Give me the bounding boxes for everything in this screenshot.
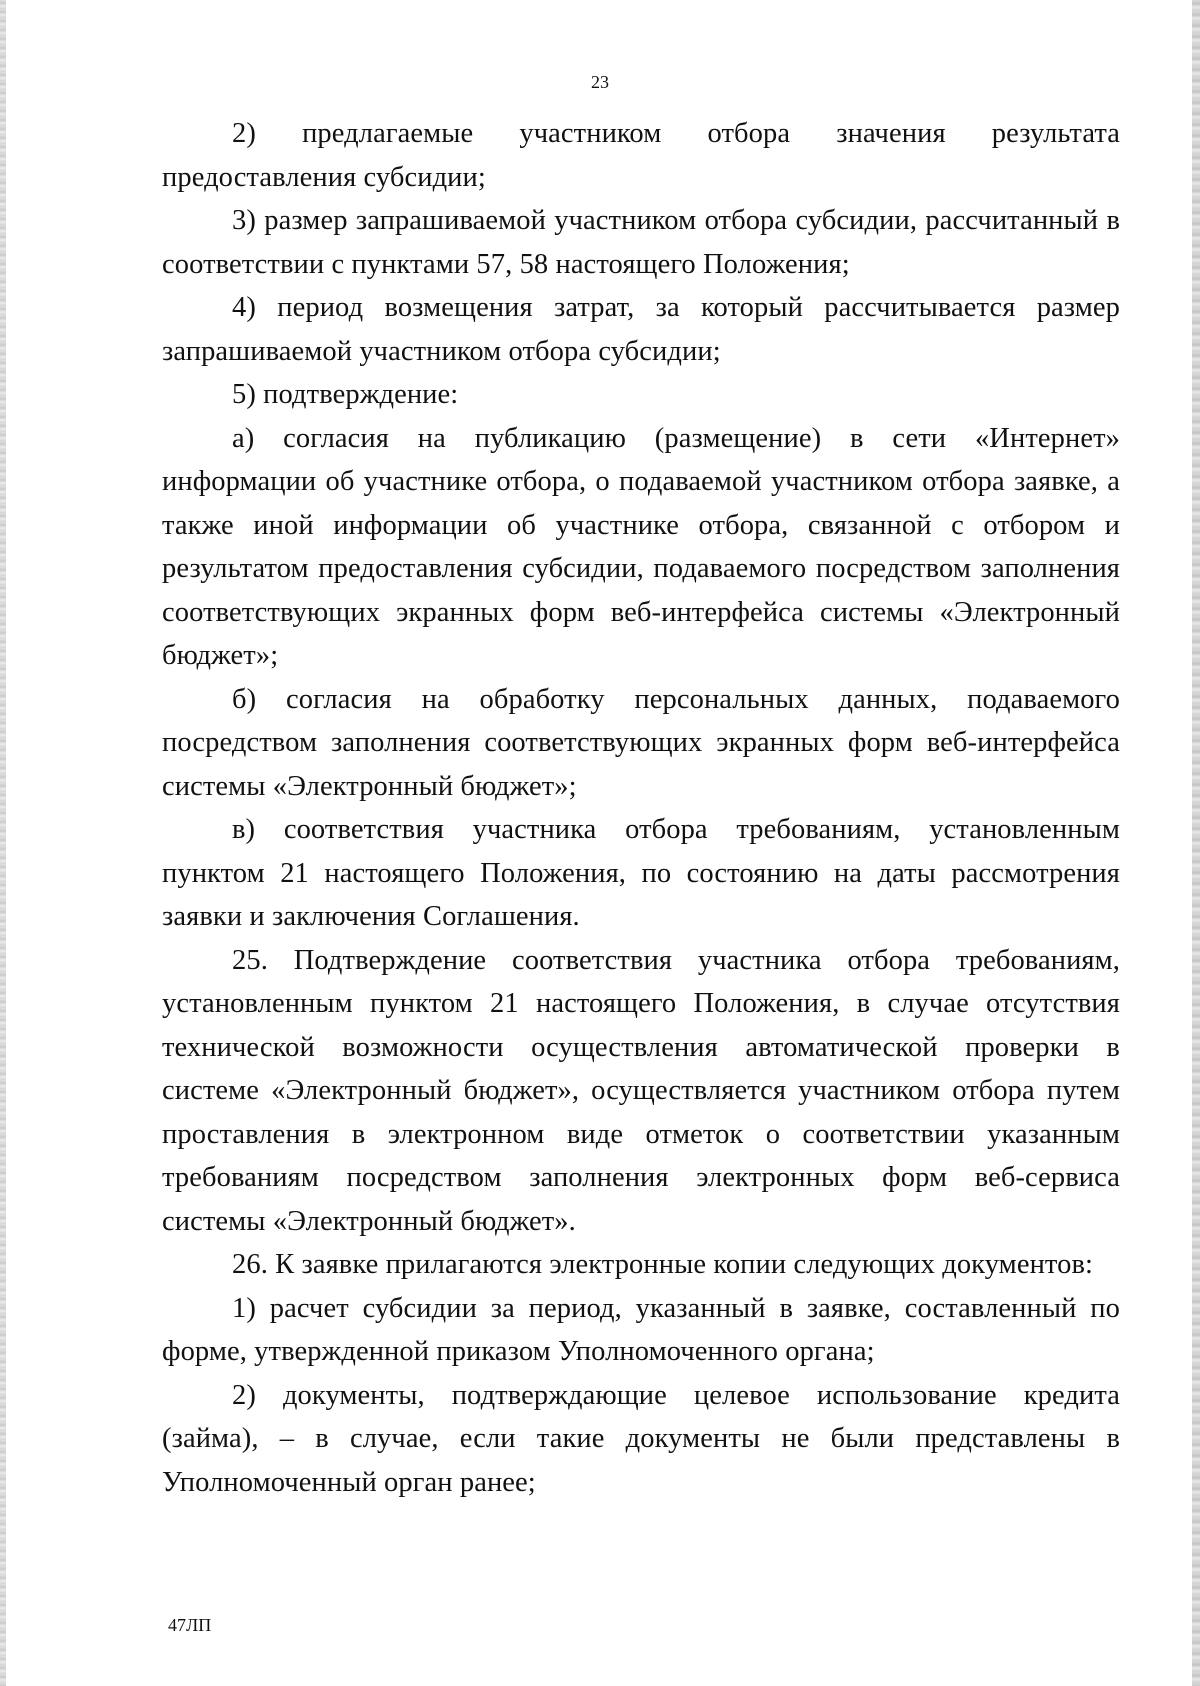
paragraph: 2) предлагаемые участником отбора значения результата предоставления субсидии; bbox=[162, 118, 1120, 193]
paragraph: 25. Подтверждение соответствия участника отбора требованиям, установленным пунктом 21 настоящего Положения, в случае отсутствия технической возможности осуществления автоматической проверки в системе «Электронный бюджет», осуществляется участником отбора путем проставления в электронном виде отметок о соответствии указанным требованиям посредством заполнения электронных форм веб-сервиса системы «Электронный бюджет». bbox=[162, 944, 1120, 1237]
paragraph: 1) расчет субсидии за период, указанный в заявке, составленный по форме, утвержденной приказом Уполномоченного органа; bbox=[162, 1292, 1120, 1367]
paragraph: 26. К заявке прилагаются электронные копии следующих документов: bbox=[232, 1249, 1094, 1280]
paragraph: 2) документы, подтверждающие целевое использование кредита (займа), – в случае, если такие документы не были представлены в Уполномоченный орган ранее; bbox=[162, 1379, 1120, 1498]
scan-edge-left bbox=[0, 0, 6, 1686]
paragraph: а) согласия на публикацию (размещение) в сети «Интернет» информации об участнике отбора, о подаваемой участником отбора заявке, а также иной информации об участнике отбора, связанной с отбором и результатом предоставления субсидии, подаваемого посредством заполнения соответствующих экранных форм веб-интерфейса системы «Электронный бюджет»; bbox=[162, 422, 1120, 671]
paragraph: 4) период возмещения затрат, за который рассчитывается размер запрашиваемой участником отбора субсидии; bbox=[162, 292, 1120, 367]
paragraph: 3) размер запрашиваемой участником отбора субсидии, рассчитанный в соответствии с пунктами 57, 58 настоящего Положения; bbox=[162, 205, 1120, 280]
scan-edge-right bbox=[1192, 0, 1200, 1686]
paragraph: б) согласия на обработку персональных данных, подаваемого посредством заполнения соответствующих экранных форм веб-интерфейса системы «Электронный бюджет»; bbox=[162, 683, 1120, 802]
paragraph: в) соответствия участника отбора требованиям, установленным пунктом 21 настоящего Положения, по состоянию на даты рассмотрения заявки и заключения Соглашения. bbox=[162, 814, 1120, 932]
document-body bbox=[162, 112, 1120, 1504]
page-number: 23 bbox=[591, 72, 609, 92]
paragraph: 5) подтверждение: bbox=[232, 379, 459, 410]
document-code: 47ЛП bbox=[168, 1615, 212, 1635]
